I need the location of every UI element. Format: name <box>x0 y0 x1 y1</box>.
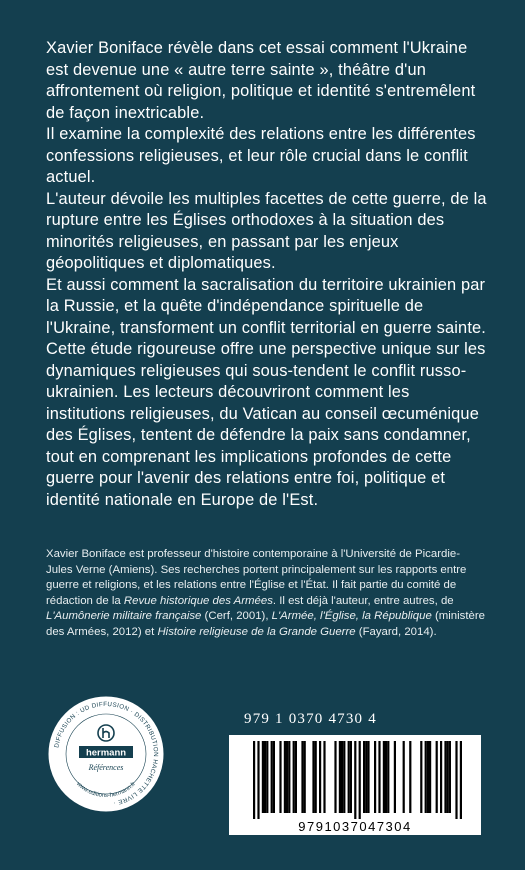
title-armee-eglise: L'Armée, l'Église, la République <box>271 610 432 623</box>
barcode-bar <box>374 741 376 813</box>
barcode-bar <box>460 741 462 819</box>
barcode-bar <box>293 741 295 813</box>
barcode-bar <box>403 741 405 813</box>
barcode-bar <box>420 741 422 813</box>
paragraph: Il examine la complexité des relations entre les différentes confessions religieuses, et leur rôle crucial dans le conflit actuel. <box>46 125 476 186</box>
barcode-bar <box>315 741 317 813</box>
paragraph: Cette étude rigoureuse offre une perspective unique sur les dynamiques religieuses qui sous-tendent le conflit russo-ukrainien. Les lecteurs découvriront comment les institutions religieuses, du Vatican au conseil œcuménique des Églises, tentent de défendre la paix sans condamner, tout en comprenant les implications profondes de cette guerre pour l'avenir des relations entre foi, politique et identité nationale en Europe de l'Est. <box>46 340 486 509</box>
barcode-bar <box>323 741 325 813</box>
barcode-bar <box>436 741 438 813</box>
barcode-bar <box>312 741 314 813</box>
hermann-logo <box>47 695 165 813</box>
seal-ring-text: DIFFUSION : UD DIFFUSION · DISTRIBUTION HACHETTE LIVRE · <box>53 700 160 807</box>
barcode-bar <box>394 741 396 813</box>
collection-name: Références <box>88 763 124 772</box>
title-histoire-religieuse: Histoire religieuse de la Grande Guerre <box>157 625 356 638</box>
barcode-bar <box>273 741 275 813</box>
barcode-bar <box>427 741 429 813</box>
barcode-bar <box>449 741 451 813</box>
barcode-bar <box>429 741 431 813</box>
barcode-bar <box>295 741 297 813</box>
brand-name: hermann <box>85 747 127 759</box>
paragraph: Xavier Boniface révèle dans cet essai comment l'Ukraine est devenue une « autre terre sainte », théâtre d'un affrontement où religion, politique et identité s'entremêlent de façon inextricable. <box>46 39 476 122</box>
author-bio: Xavier Boniface est professeur d'histoire contemporaine à l'Université de Picardie-Jules Verne (Amiens). Ses recherches portent principalement sur les rapports entre guerre et religions, et les relations entre l'Église et l'État. Il fait partie du comité de rédaction de la Revue historique des Armées. Il est déjà l'auteur, entre autres, de L'Aumônerie militaire française (Cerf, 2001), L'Armée, l'Église, la République (ministère des Armées, 2012) et Histoire religieuse de la Grande Guerre (Fayard, 2014). <box>46 548 485 638</box>
barcode <box>229 735 481 835</box>
barcode-bar <box>301 741 303 813</box>
barcode-bar <box>339 741 341 813</box>
barcode-bar <box>363 741 365 813</box>
barcode-bar <box>367 741 369 813</box>
barcode-bar <box>284 741 286 813</box>
barcode-bar <box>341 741 343 813</box>
barcode-bar <box>266 741 268 813</box>
title-revue: Revue historique des Armées <box>123 594 273 607</box>
barcode-bar <box>378 741 380 813</box>
barcode-bar <box>348 741 350 813</box>
barcode-bar <box>279 741 281 813</box>
barcode-bar <box>354 741 356 819</box>
barcode-bar <box>409 741 411 813</box>
barcode-bar <box>425 741 427 813</box>
barcode-bar <box>304 741 306 813</box>
paragraph: Et aussi comment la sacralisation du territoire ukrainien par la Russie, et la quête d'indépendance spirituelle de l'Ukraine, transforment un conflit territorial en guerre sainte. <box>46 275 486 337</box>
barcode-bar <box>385 741 387 813</box>
barcode-bar <box>350 741 352 813</box>
barcode-bar <box>359 741 361 819</box>
barcode-bar <box>271 741 273 813</box>
barcode-bar <box>286 741 288 813</box>
barcode-bar <box>440 741 442 813</box>
barcode-bar <box>444 741 446 813</box>
back-cover-text <box>46 38 491 511</box>
paragraph: L'auteur dévoile les multiples facettes de cette guerre, de la rupture entre les Églises orthodoxes à la situation des minorités religieuses, en passant par les enjeux géopolitiques et diplomatiques. <box>46 189 487 272</box>
barcode-number: 9791037047304 <box>298 819 412 834</box>
barcode-bar <box>264 741 266 813</box>
barcode-bar <box>455 741 457 819</box>
barcode-bar <box>343 741 345 813</box>
barcode-bar <box>334 741 336 813</box>
barcode-bar <box>288 741 290 813</box>
publisher-seal <box>47 695 165 813</box>
isbn-number: 979 1 0370 4730 4 <box>244 711 377 727</box>
barcode-bar <box>253 741 255 819</box>
barcode-bar <box>365 741 367 813</box>
barcode-bar <box>383 741 385 813</box>
barcode-bar <box>319 741 321 813</box>
title-aumonerie: L'Aumônerie militaire française <box>46 610 202 623</box>
barcode-bar <box>257 741 259 819</box>
seal-url: www.editions-hermann.fr <box>75 781 137 800</box>
barcode-bar <box>262 741 264 813</box>
barcode-bar <box>447 741 449 813</box>
barcode-bar <box>387 741 389 813</box>
